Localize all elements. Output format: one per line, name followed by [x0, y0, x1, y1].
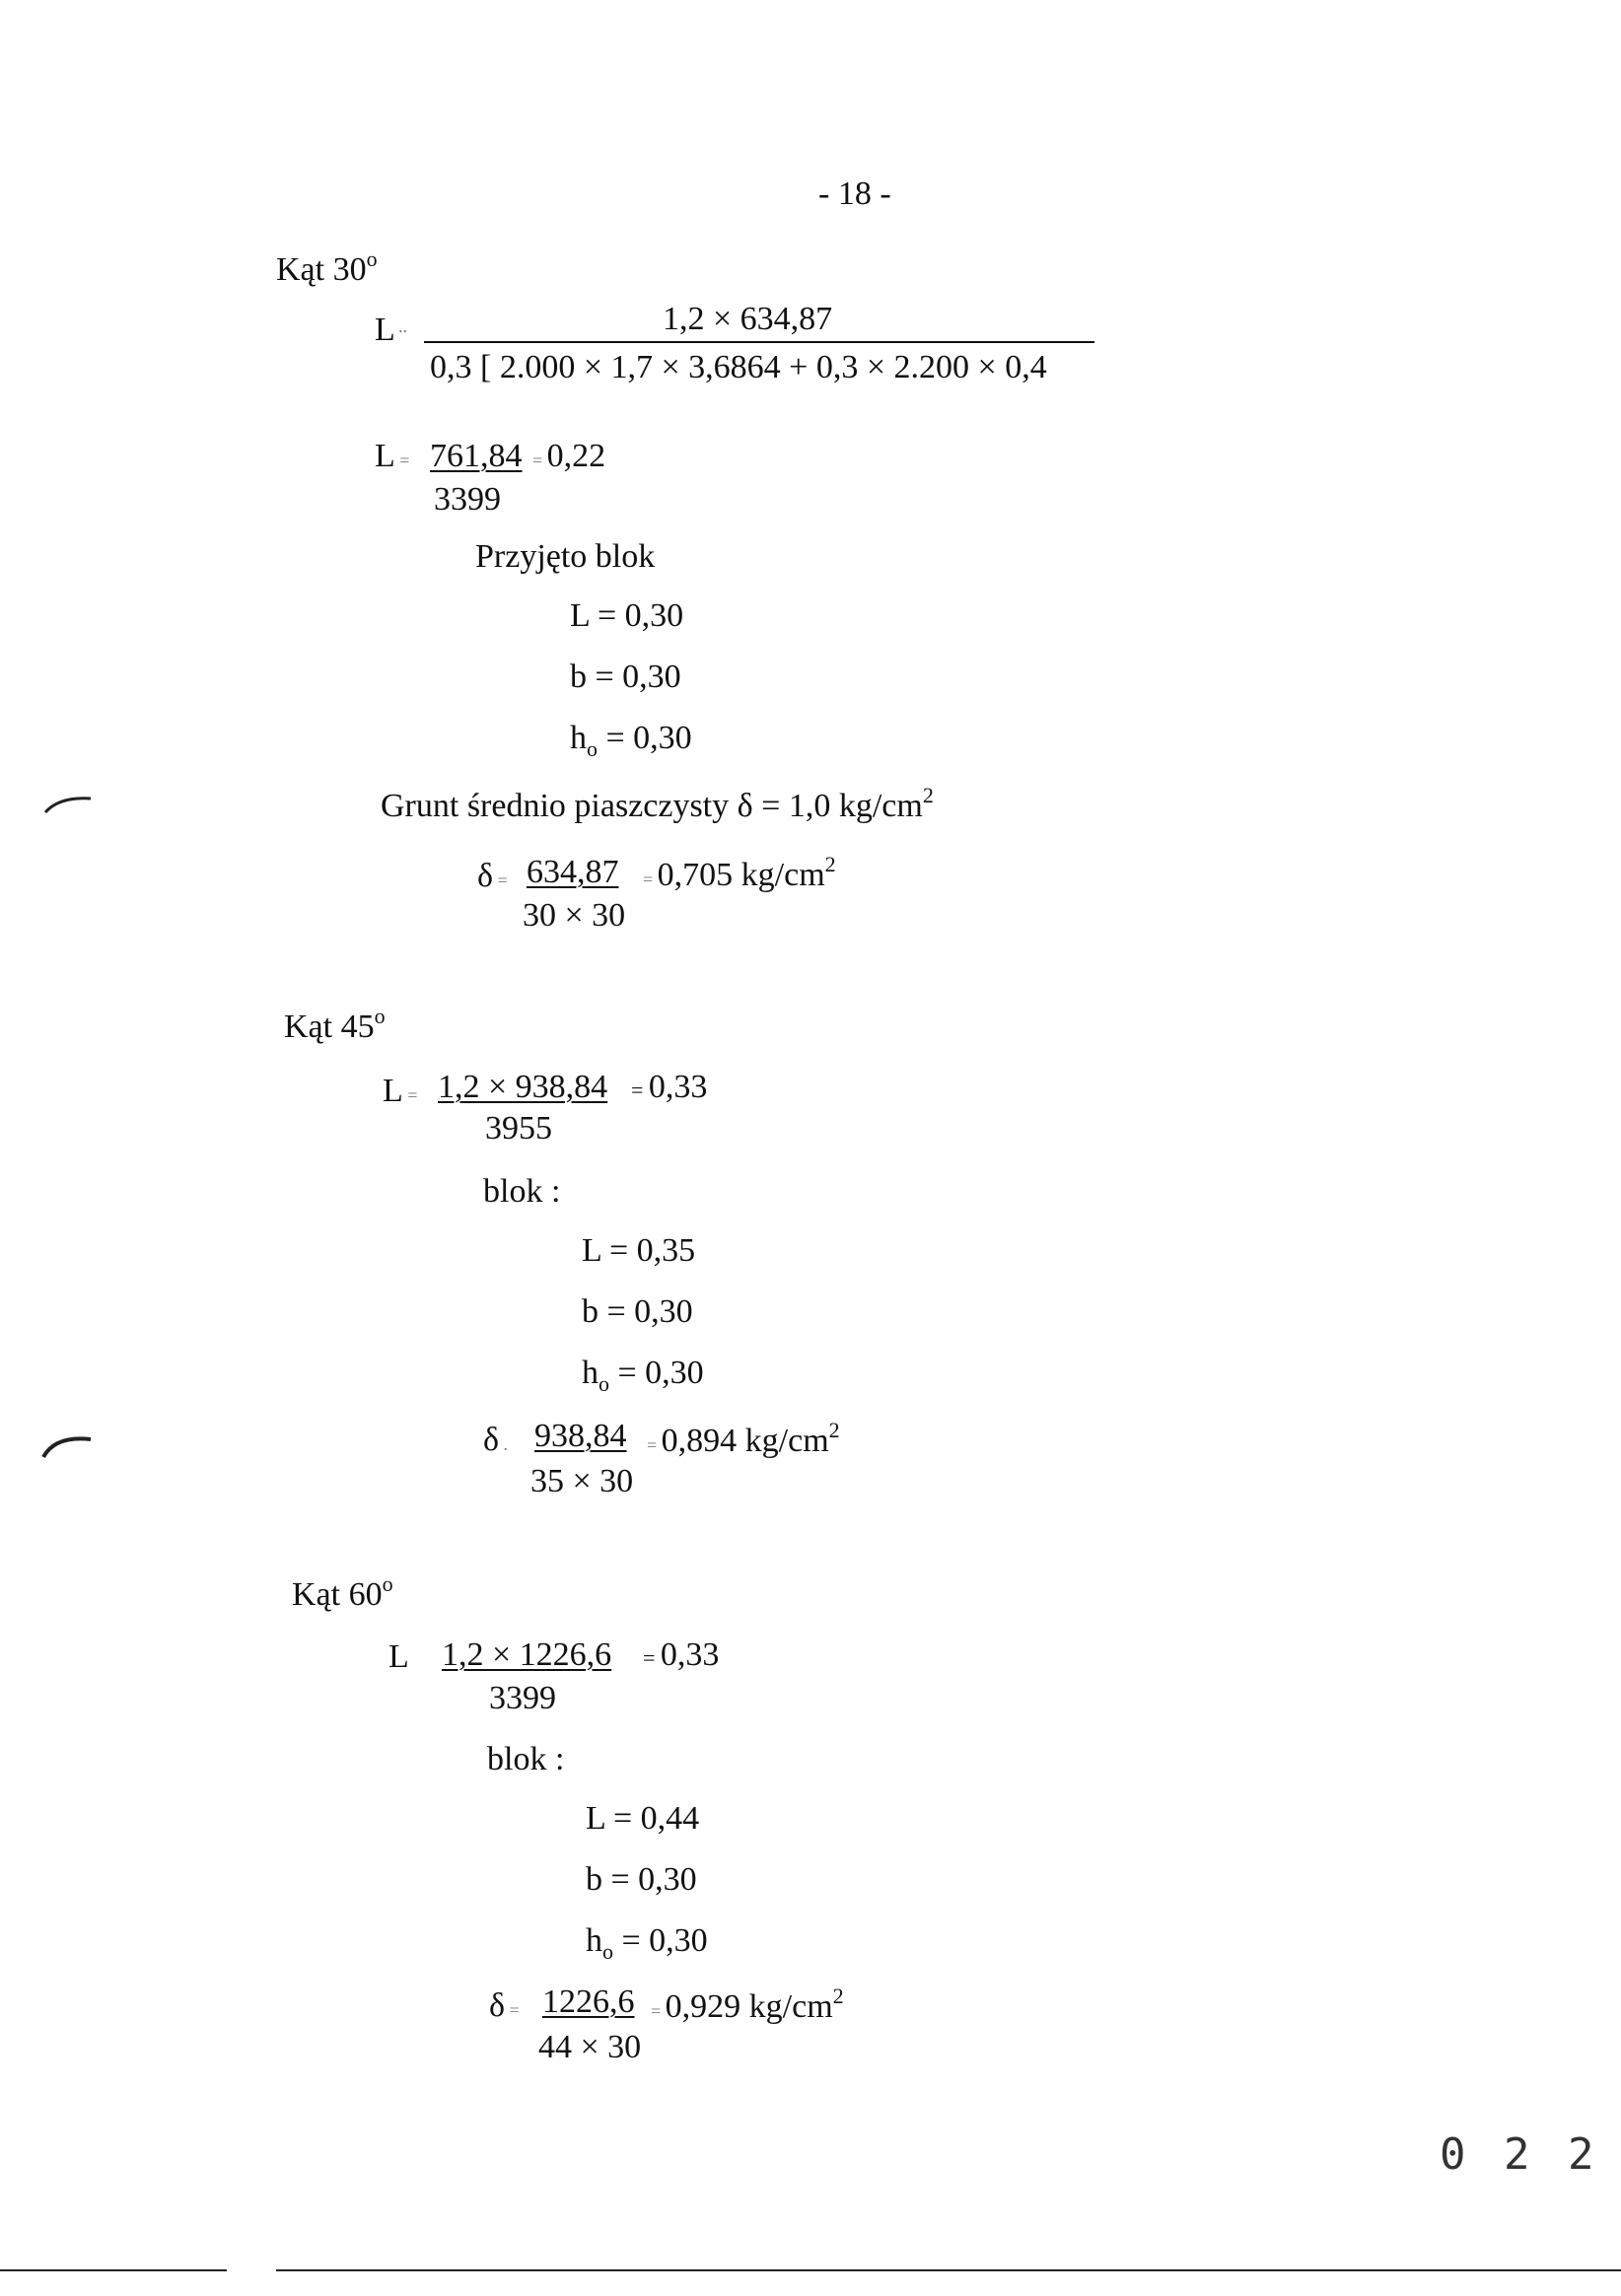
heading-kat-45 [284, 1006, 386, 1044]
delta-numerator: 938,84 [534, 1418, 627, 1454]
stamp-number: 0 2 2 [1440, 2129, 1600, 2180]
block-L: L = 0,44 [586, 1800, 700, 1837]
l-result-value: 0,33 [660, 1636, 720, 1673]
delta-numerator: 634,87 [527, 854, 619, 890]
delta-sup: 2 [828, 1418, 840, 1442]
eq-mark: = [651, 2001, 666, 2021]
l-result [643, 1638, 719, 1672]
margin-mark [39, 789, 99, 818]
l-lhs [383, 1075, 417, 1108]
eq-mark: = [643, 870, 658, 889]
delta-result-value: 0,929 kg/cm [665, 1988, 833, 2025]
eq-mark: = [394, 451, 410, 470]
block-b: b = 0,30 [582, 1293, 693, 1330]
eq-mark: = [493, 870, 508, 890]
block-L: L = 0,30 [570, 597, 684, 634]
delta-symbol: δ [477, 858, 494, 894]
formula-denominator: 0,3 [ 2.000 × 1,7 × 3,6864 + 0,3 × 2.200 × 0,4 [430, 349, 1047, 385]
eq-mark: = [505, 2000, 520, 2020]
blok-label: blok : [483, 1173, 561, 1210]
l-numerator: 1,2 × 938,84 [438, 1069, 608, 1105]
bottom-rule [0, 2269, 227, 2271]
grunt-text: Grunt średnio piaszczysty δ = 1,0 kg/cm [381, 788, 923, 824]
block-h [586, 1924, 708, 1963]
margin-mark [39, 1427, 99, 1463]
grunt-sup: 2 [922, 783, 934, 807]
h-subscript: o [587, 736, 598, 761]
page-number: - 18 - [818, 175, 891, 212]
delta-denominator: 30 × 30 [523, 897, 626, 934]
formula-equals-mark: .. [398, 316, 407, 336]
fraction-line [424, 341, 1094, 343]
h-subscript: o [602, 1939, 613, 1964]
heading-text: Kąt 30 [276, 251, 367, 288]
delta-sup: 2 [824, 852, 836, 876]
l-result [631, 1071, 707, 1104]
blok-label: blok : [487, 1741, 565, 1777]
heading-kat-30 [276, 248, 378, 287]
l-lhs [375, 440, 409, 473]
delta-sup: 2 [832, 1983, 844, 2008]
block-b: b = 0,30 [586, 1861, 697, 1898]
delta-result [647, 1420, 840, 1458]
delta-lhs [489, 1989, 520, 2023]
l-denominator: 3955 [485, 1110, 552, 1147]
bottom-rule [276, 2269, 1621, 2271]
delta-lhs [483, 1424, 508, 1457]
l-numerator: 1,2 × 1226,6 [442, 1636, 612, 1673]
formula-numerator: 1,2 × 634,87 [663, 301, 833, 337]
heading-text: Kąt 60 [292, 1576, 383, 1613]
delta-lhs [477, 860, 508, 893]
delta-result-value: 0,705 kg/cm [657, 857, 825, 893]
h-value: = 0,30 [609, 1355, 704, 1391]
delta-symbol: δ [483, 1422, 500, 1458]
delta-denominator: 44 × 30 [538, 2029, 642, 2065]
h-symbol: h [570, 720, 587, 756]
eq-mark: = [532, 451, 547, 470]
heading-text: Kąt 45 [284, 1009, 375, 1045]
h-symbol: h [582, 1355, 599, 1391]
delta-result-value: 0,894 kg/cm [661, 1423, 829, 1459]
delta-numerator: 1226,6 [542, 1983, 635, 2020]
h-value: = 0,30 [598, 720, 692, 756]
l-symbol: L [383, 1073, 403, 1109]
delta-result [651, 1985, 844, 2024]
degree-sup: o [366, 246, 378, 271]
l-numerator: 761,84 [430, 438, 523, 474]
h-subscript: o [599, 1371, 609, 1396]
l-result-value: 0,22 [546, 438, 606, 474]
block-L: L = 0,35 [582, 1232, 696, 1269]
przyjeto-blok: Przyjęto blok [475, 538, 656, 575]
l-symbol: L [375, 438, 395, 474]
h-value: = 0,30 [613, 1922, 708, 1959]
eq-mark: = [643, 1645, 661, 1670]
l-result-value: 0,33 [648, 1069, 708, 1105]
h-symbol: h [586, 1922, 602, 1959]
l-denominator: 3399 [434, 481, 501, 518]
grunt-line [381, 785, 934, 823]
eq-mark: . [499, 1434, 509, 1454]
block-b: b = 0,30 [570, 659, 681, 695]
block-h [570, 722, 692, 760]
eq-mark: = [647, 1435, 662, 1455]
block-h [582, 1357, 704, 1395]
formula-lhs: L [375, 312, 395, 348]
delta-denominator: 35 × 30 [530, 1463, 634, 1499]
delta-symbol: δ [489, 1987, 506, 2024]
eq-mark: = [402, 1085, 418, 1105]
eq-mark: = [631, 1078, 649, 1102]
degree-sup: o [382, 1571, 393, 1596]
delta-result [643, 854, 836, 892]
l-result [532, 440, 605, 473]
degree-sup: o [374, 1004, 386, 1028]
heading-kat-60 [292, 1573, 393, 1612]
l-lhs: L [388, 1638, 409, 1675]
l-denominator: 3399 [489, 1680, 556, 1716]
